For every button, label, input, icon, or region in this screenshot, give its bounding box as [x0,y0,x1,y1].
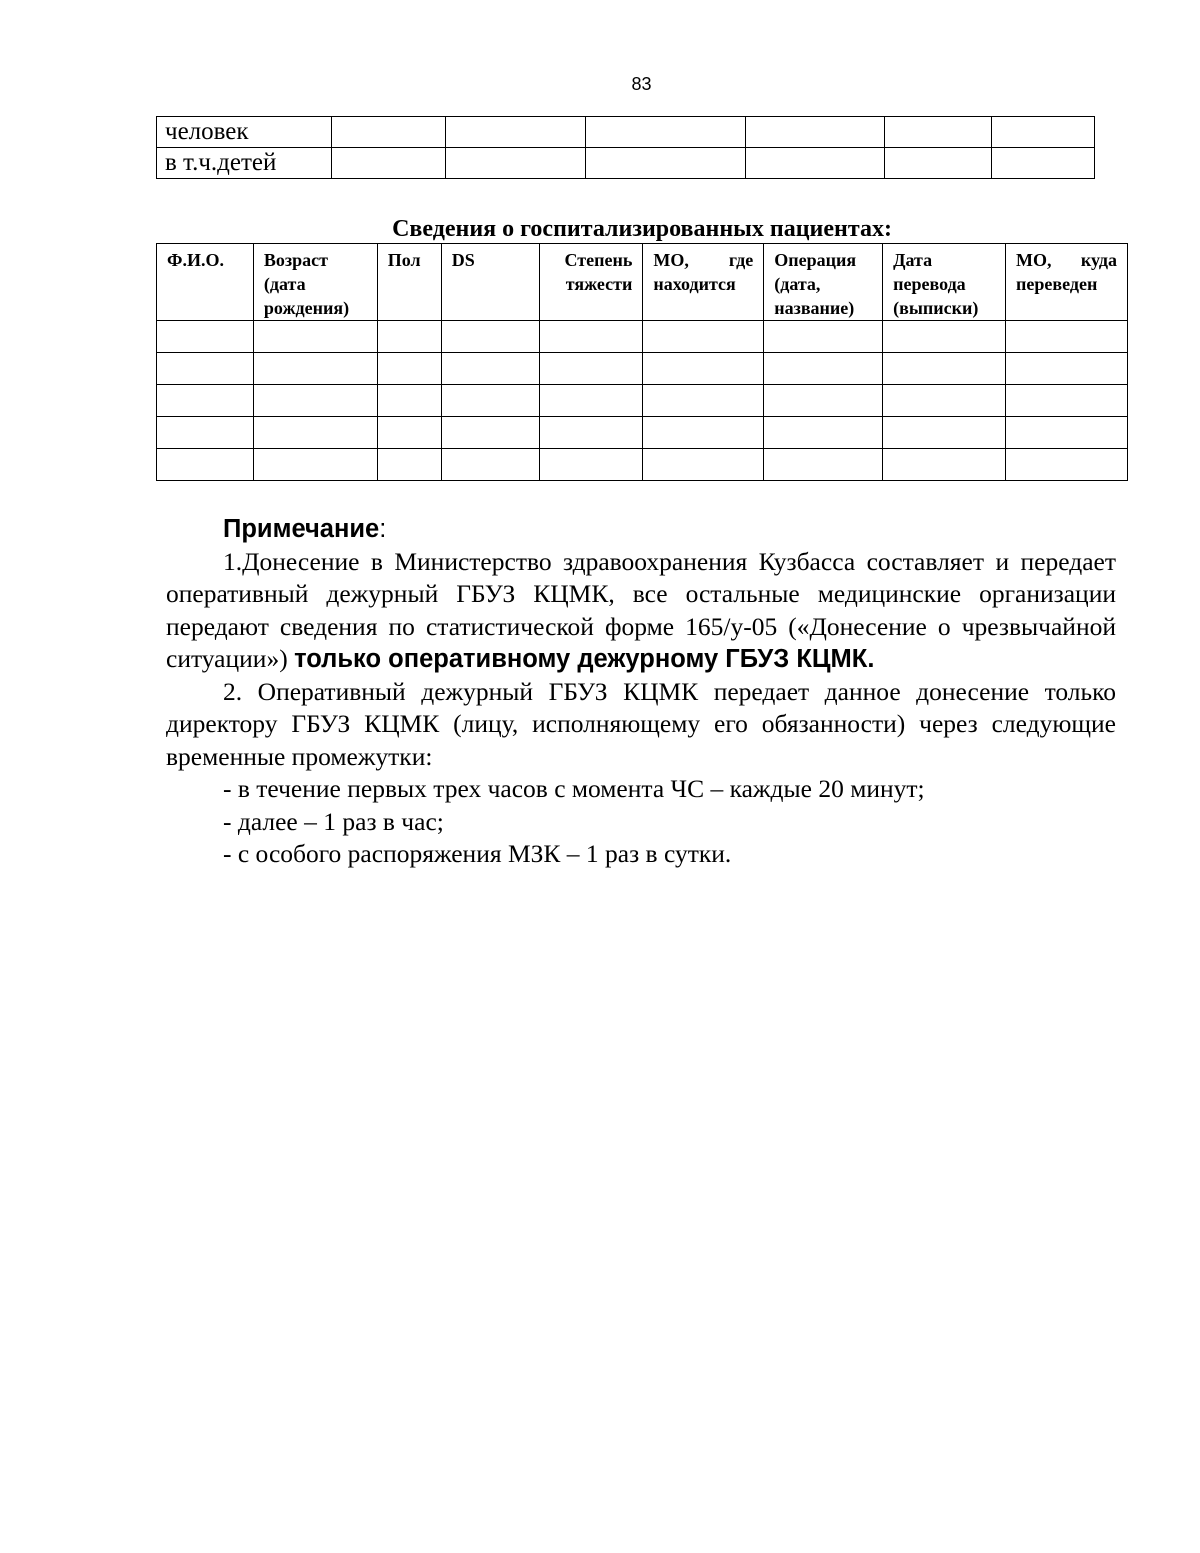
table-row [157,417,1128,449]
table-cell [253,449,377,481]
table-cell [377,353,441,385]
table-header-row [157,244,1128,321]
table-cell [585,148,746,179]
table-cell [1006,353,1128,385]
column-header: DS [441,244,540,321]
table-cell [441,385,540,417]
table-cell [253,353,377,385]
column-header: Возраст (дата рождения) [253,244,377,321]
patients-table [156,243,1128,481]
note-1-bold: только оперативному дежурному ГБУЗ КЦМК. [294,645,875,673]
list-item: - с особого распоряжения МЗК – 1 раз в сутки. [223,839,732,868]
column-header: Пол [377,244,441,321]
table-cell [157,353,254,385]
table-row [157,385,1128,417]
table-cell [1006,449,1128,481]
table-cell [643,321,764,353]
list-item: - в течение первых трех часов с момента ЧС – каждые 20 минут; [223,774,925,803]
table-cell [746,117,885,148]
table-cell [883,321,1006,353]
note-1-text: 1.Донесение в Министерство здравоохранения Кузбасса составляет и передает оперативный дежурный ГБУЗ КЦМК, все остальные медицинские организации передают сведения по статистической форме 165/у-05 («Донесение о чрезвычайной ситуации») [166,546,1116,673]
table-cell [441,321,540,353]
table-cell [157,449,254,481]
table-cell [885,117,992,148]
table-cell [540,449,643,481]
table-cell [445,148,585,179]
table-cell [253,417,377,449]
note-paragraph-2: 2. Оперативный дежурный ГБУЗ КЦМК передает данное донесение только директору ГБУЗ КЦМК (лицу, исполняющему его обязанности) через следующие временные промежутки: [166,676,1116,771]
table-cell [643,417,764,449]
table-cell [883,353,1006,385]
table-cell [883,417,1006,449]
table-cell [540,417,643,449]
table-cell [157,321,254,353]
table-cell [883,449,1006,481]
table-cell [885,148,992,179]
table-cell [377,449,441,481]
table-cell [1006,385,1128,417]
note-paragraph-1 [166,546,1116,676]
summary-table [156,116,1095,179]
table-cell [157,417,254,449]
row-label: человек [157,117,332,148]
table-cell [253,385,377,417]
table-cell [441,417,540,449]
table-row [157,353,1128,385]
table-cell [445,117,585,148]
table-cell [540,353,643,385]
table-cell [992,117,1095,148]
list-item: - далее – 1 раз в час; [223,806,444,836]
page-number: 83 [631,74,652,94]
table-cell [746,148,885,179]
table-cell [540,321,643,353]
table-cell [992,148,1095,179]
column-header: Ф.И.О. [157,244,254,321]
table-cell [764,385,883,417]
table-cell [540,385,643,417]
column-header: МО, куда переведен [1006,244,1128,321]
table-cell [377,321,441,353]
notes-heading-label: Примечание [223,515,380,543]
column-header: Дата перевода (выписки) [883,244,1006,321]
row-label: в т.ч.детей [157,148,332,179]
table-cell [331,117,445,148]
table-row [157,449,1128,481]
table-cell [377,417,441,449]
table-cell [253,321,377,353]
table-cell [764,417,883,449]
table-cell [157,385,254,417]
table-cell [883,385,1006,417]
table-cell [331,148,445,179]
table-cell [441,449,540,481]
patients-table-title: Сведения о госпитализированных пациентах: [392,216,892,242]
table-cell [441,353,540,385]
table-cell [764,353,883,385]
table-cell [377,385,441,417]
table-cell [585,117,746,148]
table-row [157,117,1095,148]
notes-heading-colon: : [379,515,387,543]
table-cell [643,385,764,417]
table-cell [643,449,764,481]
table-cell [643,353,764,385]
notes-section [166,513,1116,871]
table-row [157,148,1095,179]
table-cell [1006,417,1128,449]
column-header: Степень тяжести [540,244,643,321]
column-header: МО, где находится [643,244,764,321]
table-cell [764,321,883,353]
table-cell [764,449,883,481]
column-header: Операция (дата, название) [764,244,883,321]
table-row [157,321,1128,353]
notes-heading [166,513,1116,546]
table-cell [1006,321,1128,353]
